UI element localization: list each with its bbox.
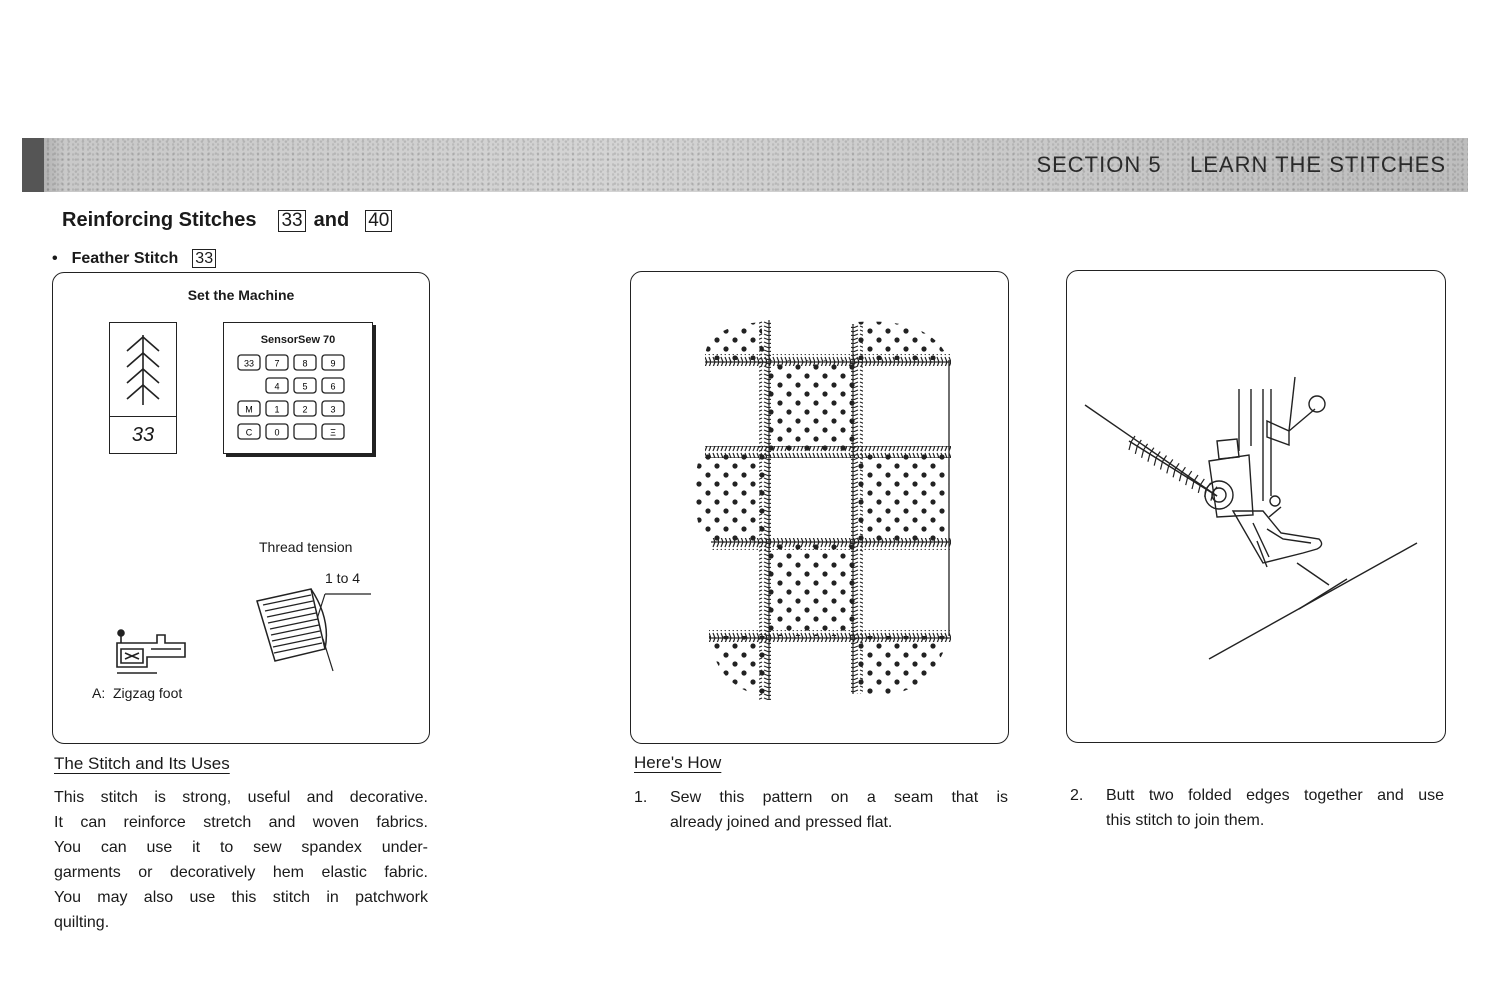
section-title: SECTION 5 LEARN THE STITCHES bbox=[1036, 152, 1446, 177]
uses-heading: The Stitch and Its Uses bbox=[54, 754, 230, 773]
step-1 bbox=[634, 785, 1010, 839]
step-number: 1. bbox=[634, 789, 648, 806]
patchwork-quilt-illustration bbox=[631, 272, 1008, 743]
keypad-key bbox=[266, 401, 288, 416]
step-2 bbox=[1070, 783, 1446, 837]
foot-label: A: Zigzag foot bbox=[92, 685, 183, 701]
uses-line: garments or decoratively hem elastic fabric. bbox=[54, 864, 428, 881]
keypad-key bbox=[294, 401, 316, 416]
svg-text:4: 4 bbox=[274, 381, 280, 392]
svg-text:3: 3 bbox=[330, 404, 336, 415]
stitch-number-box: 40 bbox=[365, 210, 392, 232]
keypad-key bbox=[294, 424, 316, 439]
presser-foot-sewing-illustration bbox=[1067, 271, 1445, 742]
svg-text:9: 9 bbox=[330, 358, 336, 369]
svg-text:6: 6 bbox=[330, 381, 336, 392]
presser-foot-illustration-panel bbox=[1066, 270, 1446, 743]
keypad-key bbox=[266, 355, 288, 370]
keypad-key bbox=[238, 401, 260, 416]
subheading bbox=[52, 249, 224, 268]
svg-text:33: 33 bbox=[243, 358, 255, 369]
zigzag-foot-icon bbox=[107, 623, 197, 683]
stitch-number-box: 33 bbox=[192, 249, 216, 268]
keypad-key bbox=[238, 424, 260, 439]
keypad-key bbox=[266, 424, 288, 439]
keypad-key bbox=[322, 378, 344, 393]
heading-and: and bbox=[313, 209, 350, 231]
uses-line: You may also use this stitch in patchwork bbox=[54, 889, 428, 906]
keypad bbox=[224, 323, 372, 453]
step-line: already joined and pressed flat. bbox=[670, 814, 893, 831]
keypad-key bbox=[266, 378, 288, 393]
svg-text:5: 5 bbox=[302, 381, 308, 392]
svg-text:7: 7 bbox=[274, 358, 280, 369]
tension-dial-icon bbox=[249, 579, 379, 679]
tension-label: Thread tension bbox=[259, 539, 353, 555]
uses-line: quilting. bbox=[54, 914, 110, 931]
keypad-key bbox=[238, 355, 260, 370]
svg-text:1: 1 bbox=[274, 404, 280, 415]
patchwork-illustration-panel bbox=[630, 271, 1009, 744]
keypad-panel bbox=[223, 322, 373, 454]
feather-stitch-icon bbox=[110, 323, 176, 415]
bullet: • bbox=[52, 250, 58, 267]
step-line: this stitch to join them. bbox=[1106, 812, 1265, 829]
section-banner bbox=[22, 138, 1468, 192]
how-heading: Here's How bbox=[634, 753, 722, 772]
step-line: Sew this pattern on a seam that is bbox=[670, 789, 1008, 806]
stitch-display-number: 33 bbox=[110, 416, 176, 454]
uses-line: It can reinforce stretch and woven fabrics. bbox=[54, 814, 428, 831]
machine-settings-panel bbox=[52, 272, 430, 744]
svg-text:M: M bbox=[245, 404, 253, 415]
step-line: Butt two folded edges together and use bbox=[1106, 787, 1444, 804]
heading-title: Reinforcing Stitches bbox=[62, 209, 257, 231]
uses-line: This stitch is strong, useful and decorative. bbox=[54, 789, 428, 806]
keypad-key bbox=[322, 401, 344, 416]
banner-edge bbox=[22, 138, 44, 192]
tension-value: 1 to 4 bbox=[325, 570, 361, 586]
stitch-number-box: 33 bbox=[278, 210, 305, 232]
subheading-label: Feather Stitch bbox=[71, 250, 179, 267]
keypad-brand: SensorSew 70 bbox=[260, 334, 336, 346]
keypad-key bbox=[294, 378, 316, 393]
panel-title: Set the Machine bbox=[187, 287, 295, 303]
svg-text:8: 8 bbox=[302, 358, 308, 369]
keypad-key bbox=[322, 424, 344, 439]
keypad-key bbox=[322, 355, 344, 370]
svg-text:Ξ: Ξ bbox=[330, 427, 336, 438]
svg-text:2: 2 bbox=[302, 404, 308, 415]
uses-body bbox=[54, 785, 428, 935]
uses-line: You can use it to sew spandex under- bbox=[54, 839, 428, 856]
step-number: 2. bbox=[1070, 787, 1084, 804]
stitch-display bbox=[109, 322, 177, 454]
svg-text:C: C bbox=[245, 427, 253, 438]
keypad-key bbox=[294, 355, 316, 370]
page-heading bbox=[62, 209, 400, 232]
svg-text:0: 0 bbox=[274, 427, 280, 438]
